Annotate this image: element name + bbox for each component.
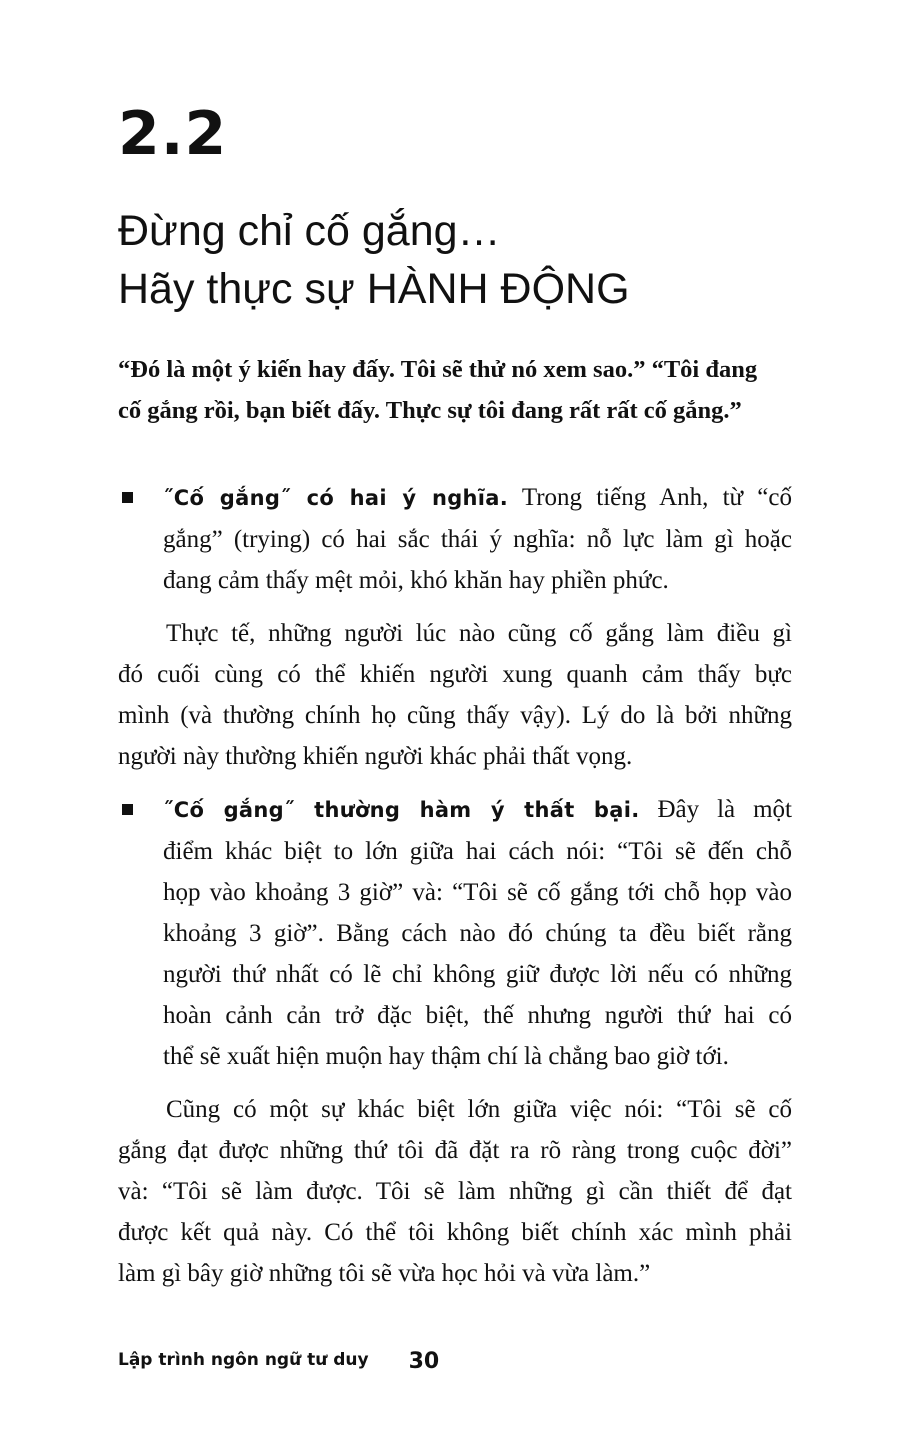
bullet-line: khoảng 3 giờ”. Bằng cách nào đó chúng ta đều biết rằng bbox=[163, 920, 792, 947]
paragraph-line: Cũng có một sự khác biệt lớn giữa việc nói: “Tôi sẽ cố bbox=[166, 1096, 792, 1123]
bullet-heading: ˝Cố gắng˝ thường hàm ý thất bại. bbox=[163, 798, 640, 822]
section-title-line: Đừng chỉ cố gắng… bbox=[118, 207, 501, 255]
bullet-line: hoàn cảnh cản trở đặc biệt, thế nhưng người thứ hai có bbox=[163, 1002, 792, 1029]
square-bullet-icon bbox=[122, 804, 133, 815]
bullet-line: người thứ nhất có lẽ chỉ không giữ được lời nếu có những bbox=[163, 961, 792, 988]
bullet-line: điểm khác biệt to lớn giữa hai cách nói: “Tôi sẽ đến chỗ bbox=[163, 838, 792, 865]
epigraph-line: cố gắng rồi, bạn biết đấy. Thực sự tôi đang rất rất cố gắng.” bbox=[118, 397, 742, 424]
paragraph-line: gắng đạt được những thứ tôi đã đặt ra rõ ràng trong cuộc đời” bbox=[118, 1137, 792, 1164]
paragraph-line: mình (và thường chính họ cũng thấy vậy). Lý do là bởi những bbox=[118, 702, 792, 729]
page-number: 30 bbox=[408, 1349, 440, 1374]
paragraph-line: đó cuối cùng có thể khiến người xung quanh cảm thấy bực bbox=[118, 661, 792, 688]
book-title: Lập trình ngôn ngữ tư duy bbox=[118, 1350, 369, 1370]
page-footer bbox=[118, 1346, 439, 1376]
epigraph-quote bbox=[118, 349, 798, 431]
paragraph-line: người này thường khiến người khác phải thất vọng. bbox=[118, 743, 633, 770]
body-paragraph bbox=[118, 613, 792, 777]
bullet-body-text: Trong tiếng Anh, từ “cố bbox=[508, 484, 792, 511]
square-bullet-icon bbox=[122, 492, 133, 503]
paragraph-line: và: “Tôi sẽ làm được. Tôi sẽ làm những gì cần thiết để đạt bbox=[118, 1178, 792, 1205]
bullet-line: thể sẽ xuất hiện muộn hay thậm chí là chẳng bao giờ tới. bbox=[163, 1043, 729, 1070]
paragraph-line: làm gì bây giờ những tôi sẽ vừa học hỏi và vừa làm.” bbox=[118, 1260, 651, 1287]
bullet-text bbox=[163, 789, 792, 1077]
bullet-line: họp vào khoảng 3 giờ” và: “Tôi sẽ cố gắng tới chỗ họp vào bbox=[163, 879, 792, 906]
paragraph-line: được kết quả này. Có thể tôi không biết chính xác mình phải bbox=[118, 1219, 792, 1246]
bullet-first-line bbox=[163, 789, 792, 831]
bullet-first-line bbox=[163, 477, 792, 519]
chapter-number: 2.2 bbox=[118, 99, 228, 169]
section-title-line: Hãy thực sự HÀNH ĐỘNG bbox=[118, 265, 630, 313]
bullet-text bbox=[163, 477, 792, 601]
bullet-heading: ˝Cố gắng˝ có hai ý nghĩa. bbox=[163, 486, 509, 510]
bullet-body-text: Đây là một bbox=[639, 796, 793, 823]
epigraph-line: “Đó là một ý kiến hay đấy. Tôi sẽ thử nó xem sao.” “Tôi đang bbox=[118, 356, 758, 383]
bullet-line: đang cảm thấy mệt mỏi, khó khăn hay phiền phức. bbox=[163, 567, 669, 594]
section-title bbox=[118, 202, 838, 318]
paragraph-line: Thực tế, những người lúc nào cũng cố gắng làm điều gì bbox=[166, 620, 792, 647]
body-paragraph bbox=[118, 1089, 792, 1294]
bullet-line: gắng” (trying) có hai sắc thái ý nghĩa: nỗ lực làm gì hoặc bbox=[163, 526, 792, 553]
